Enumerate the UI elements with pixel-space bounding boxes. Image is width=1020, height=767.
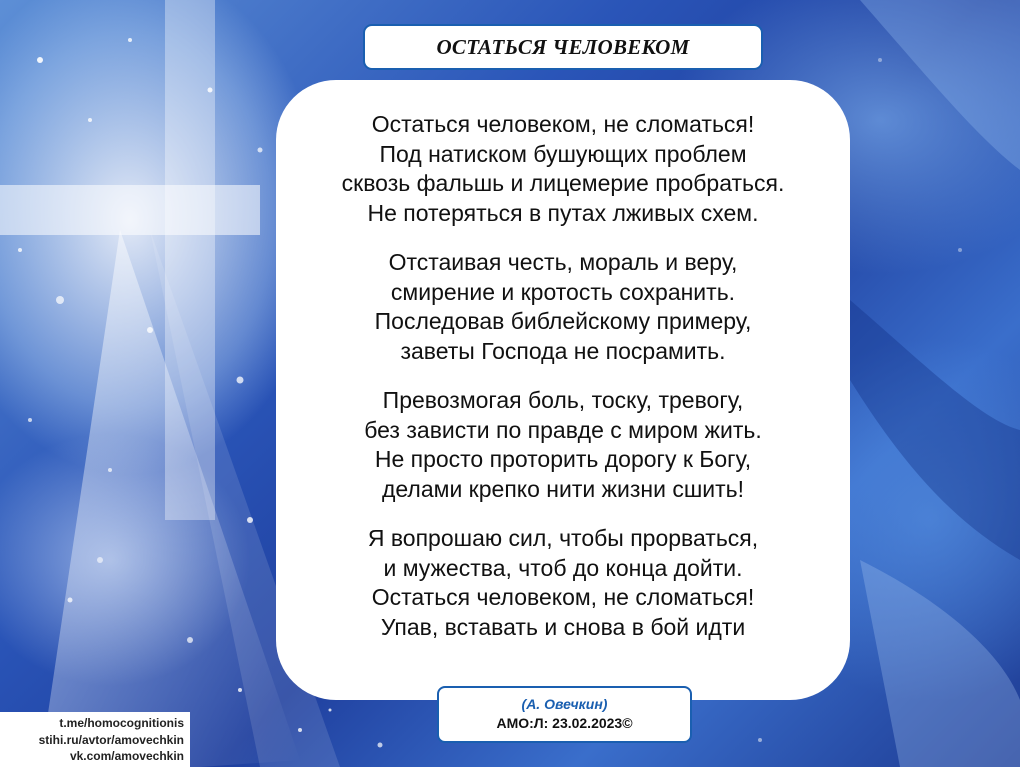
- author-date: АМО:Л: 23.02.2023©: [496, 715, 633, 731]
- poem-line: и мужества, чтоб до конца дойти.: [383, 554, 743, 581]
- stanza-3: [276, 386, 850, 504]
- stanza-2: [276, 248, 850, 366]
- poem-line: Я вопрошаю сил, чтобы прорваться,: [367, 525, 759, 551]
- poem-line: Упав, вставать и снова в бой идти: [380, 613, 746, 640]
- poem-panel: [276, 80, 850, 700]
- poem-line: без зависти по правде с миром жить.: [364, 416, 762, 443]
- stanza-1: [276, 110, 850, 228]
- title-banner: [363, 24, 763, 70]
- poem-line: Отстаивая честь, мораль и веру,: [388, 249, 738, 275]
- poem-line: делами крепко нити жизни сшить!: [381, 475, 745, 502]
- source-links: [0, 712, 190, 767]
- stanza-4: [276, 524, 850, 642]
- poem-line: сквозь фальшь и лицемерие пробраться.: [341, 170, 785, 196]
- poem-line: заветы Господа не посрамить.: [400, 337, 726, 364]
- poem-line: Под натиском бушующих проблем: [379, 140, 747, 167]
- poem-line: Последовав библейскому примеру,: [374, 308, 752, 334]
- telegram-link[interactable]: t.me/homocognitionis: [59, 716, 184, 730]
- poem-line: Не просто проторить дорогу к Богу,: [374, 446, 752, 472]
- author-name: (А. Овечкин): [521, 696, 608, 712]
- author-signature: [437, 686, 692, 743]
- poem-line: Остаться человеком, не сломаться!: [371, 584, 755, 610]
- poem-line: смирение и кротость сохранить.: [390, 278, 736, 305]
- stihi-link[interactable]: stihi.ru/avtor/amovechkin: [38, 732, 184, 747]
- vk-link[interactable]: vk.com/amovechkin: [69, 749, 184, 763]
- poem-line: Превозмогая боль, тоску, тревогу,: [382, 387, 744, 413]
- poem-line: Остаться человеком, не сломаться!: [371, 111, 755, 137]
- poem-title: ОСТАТЬСЯ ЧЕЛОВЕКОМ: [436, 34, 690, 59]
- poem-line: Не потеряться в путах лживых схем.: [367, 199, 759, 226]
